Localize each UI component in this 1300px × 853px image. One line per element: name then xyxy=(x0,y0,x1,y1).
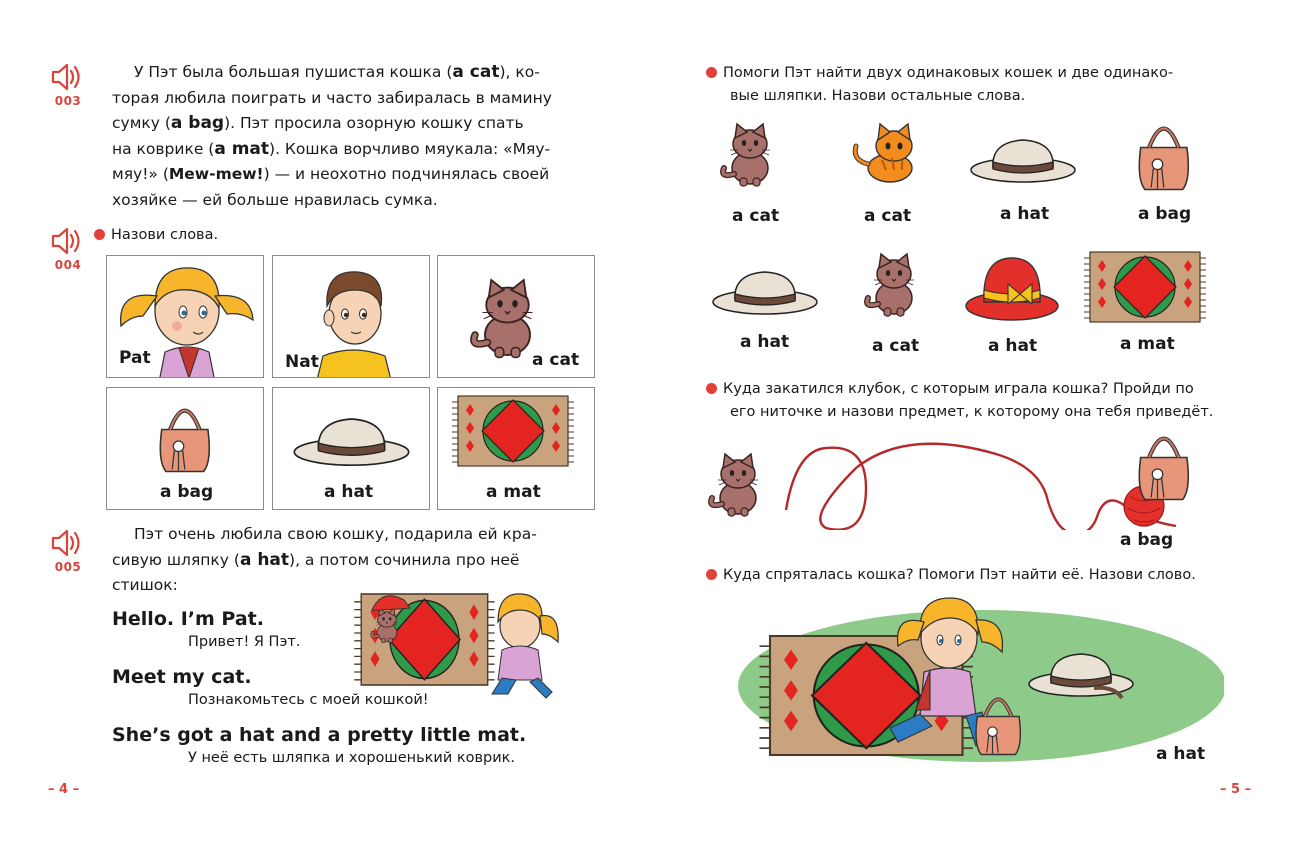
task1-hat-1 xyxy=(964,126,1084,192)
page-number-right: – 5 – xyxy=(1220,782,1252,797)
bullet-dot xyxy=(706,383,717,394)
task1-bag xyxy=(1124,106,1204,194)
task1-red-hat xyxy=(962,250,1062,330)
page-number-left: – 4 – xyxy=(48,782,80,797)
task1-label: a hat xyxy=(740,332,790,352)
task1-cat-3 xyxy=(856,246,946,328)
card-bag xyxy=(106,387,264,510)
poem-line-ru-3: У неё есть шляпка и хорошенький коврик. xyxy=(188,750,516,766)
track-number: 004 xyxy=(54,258,82,272)
task1-instruction: Помоги Пэт найти двух одинаковых кошек и две одинако- вые шляпки. Назови остальные слова. xyxy=(706,62,1226,108)
poem-line-ru-2: Познакомьтесь с моей кошкой! xyxy=(188,692,429,708)
cat-on-mat-with-pat-illustration xyxy=(352,586,562,704)
bullet-dot xyxy=(706,67,717,78)
task1-label: a bag xyxy=(1138,204,1192,224)
thread-maze[interactable] xyxy=(700,430,1220,530)
poem-line-ru-1: Привет! Я Пэт. xyxy=(188,634,301,650)
card-mat xyxy=(437,387,595,510)
task1-mat xyxy=(1080,248,1212,328)
track-number: 005 xyxy=(54,560,82,574)
task2-answer: a bag xyxy=(1120,530,1174,550)
hidden-cat-scene[interactable] xyxy=(734,592,1224,776)
poem-line-en-3: She’s got a hat and a pretty little mat. xyxy=(112,724,527,746)
bullet-dot xyxy=(94,229,105,240)
audio-005[interactable] xyxy=(50,528,86,574)
task1-label: a cat xyxy=(864,206,912,226)
speaker-icon xyxy=(50,226,86,256)
task1-label: a mat xyxy=(1120,334,1175,354)
card-nat xyxy=(272,255,430,378)
intro-paragraph: У Пэт была большая пушистая кошка (a cat), ко- торая любила поиграть и часто забиралась в мамину сумку (a bag). Пэт просила озорную кошку спать на коврике (a mat). Кошка ворчливо мяукала: «Мяу- мяу!» (Mew-mew!) — и неохотно подчинялась своей хозяйке — ей больше нравилась сумка. xyxy=(112,62,552,209)
poem-intro-paragraph: Пэт очень любила свою кошку, подарила ей кра- сивую шляпку (a hat), а потом сочинила про неё стишок: xyxy=(112,525,537,594)
task1-label: a cat xyxy=(872,336,920,356)
track-number: 003 xyxy=(54,94,82,108)
bullet-dot xyxy=(706,569,717,580)
audio-004[interactable] xyxy=(50,226,86,272)
card-label: Nat xyxy=(285,352,319,372)
card-label: a hat xyxy=(324,482,374,502)
task1-hat-2 xyxy=(706,258,826,324)
task1-label: a cat xyxy=(732,206,780,226)
task1-label: a hat xyxy=(1000,204,1050,224)
poem-line-en-2: Meet my cat. xyxy=(112,666,252,688)
card-label: a mat xyxy=(486,482,541,502)
task3-answer: a hat xyxy=(1156,744,1206,764)
speaker-icon xyxy=(50,62,86,92)
card-cat xyxy=(437,255,595,378)
speaker-icon xyxy=(50,528,86,558)
task3-instruction: Куда спряталась кошка? Помоги Пэт найти её. Назови слово. xyxy=(706,564,1226,587)
thread-line xyxy=(786,444,1176,530)
task1-label: a hat xyxy=(988,336,1038,356)
instruction-name-words: Назови слова. xyxy=(94,224,218,247)
poem-line-en-1: Hello. I’m Pat. xyxy=(112,608,264,630)
task1-cat-2-orange xyxy=(842,112,942,198)
card-hat xyxy=(272,387,430,510)
card-label: a cat xyxy=(532,350,580,370)
card-label: Pat xyxy=(119,348,151,368)
card-label: a bag xyxy=(160,482,214,502)
card-pat xyxy=(106,255,264,378)
audio-003[interactable] xyxy=(50,62,86,108)
task2-instruction: Куда закатился клубок, с которым играла кошка? Пройди по его ниточке и назови предмет, к которому она тебя приведёт. xyxy=(706,378,1226,424)
task1-cat-1 xyxy=(712,116,802,198)
